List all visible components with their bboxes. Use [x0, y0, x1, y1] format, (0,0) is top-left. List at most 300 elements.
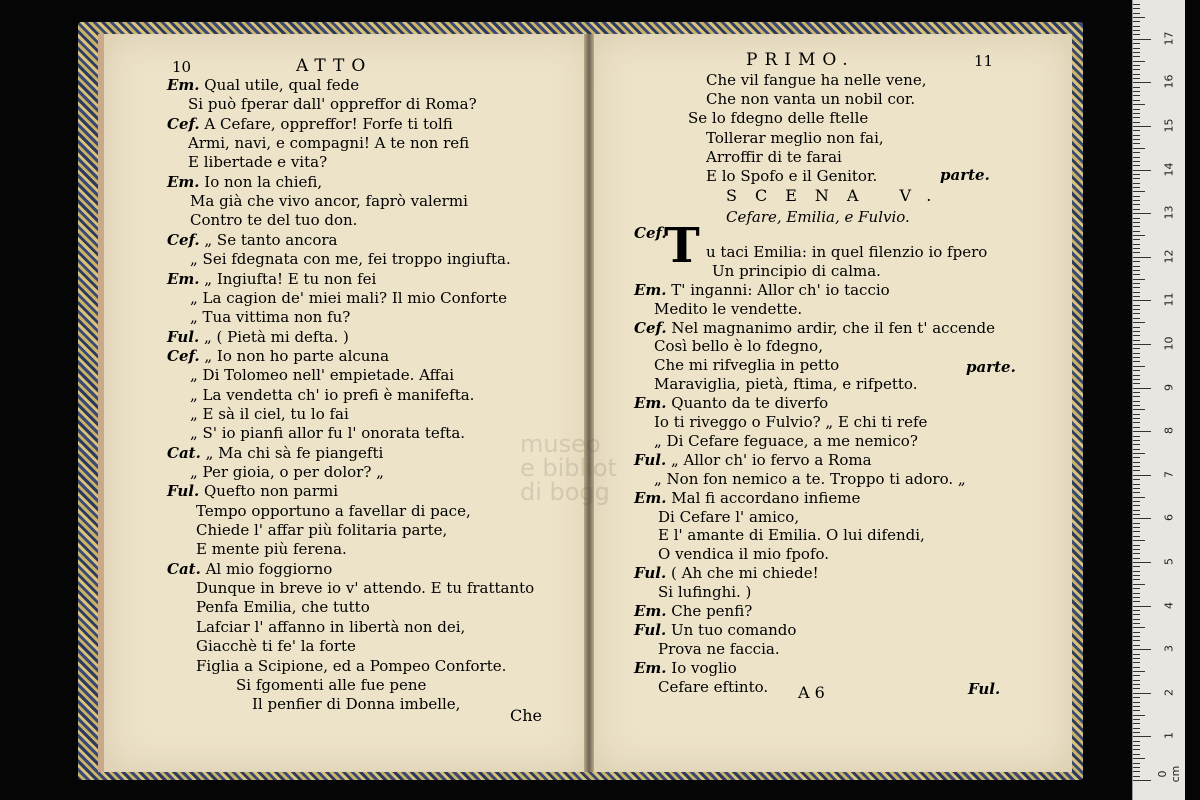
ruler-label: 10: [1162, 336, 1176, 351]
ruler-tick: [1133, 200, 1140, 201]
ruler-tick: [1133, 767, 1140, 768]
line-text: Prova ne faccia.: [658, 639, 780, 658]
ruler-tick: [1133, 575, 1140, 576]
speaker-name: Ful.: [167, 327, 200, 346]
ruler-tick: [1133, 514, 1140, 515]
ruler-tick: [1133, 39, 1151, 40]
text-line: [658, 678, 768, 697]
ruler-tick: [1133, 91, 1140, 92]
ruler-tick: [1133, 113, 1140, 114]
ruler-tick: [1133, 161, 1140, 162]
left-folio: 10: [172, 58, 192, 76]
ruler-tick: [1133, 680, 1140, 681]
speaker-name: Cat.: [167, 443, 201, 462]
line-text: ( Ah che mi chiede!: [666, 564, 819, 583]
ruler-tick: [1133, 510, 1140, 511]
text-line: [190, 463, 384, 482]
ruler-tick: [1133, 52, 1140, 53]
scene-title: SCENA V.: [726, 186, 950, 205]
ruler-tick: [1133, 444, 1140, 445]
text-line: [196, 540, 347, 559]
ruler-tick: [1133, 327, 1140, 328]
ruler-tick: [1133, 104, 1145, 105]
line-text: Medito le vendette.: [654, 299, 803, 318]
text-line: [190, 289, 507, 308]
text-line: [167, 444, 383, 463]
text-line: [167, 560, 332, 579]
ruler-tick: [1133, 126, 1151, 127]
ruler-tick: [1133, 479, 1140, 480]
ruler-tick: [1133, 566, 1140, 567]
ruler-tick: [1133, 157, 1140, 158]
ruler-tick: [1133, 340, 1140, 341]
line-text: Che vil fangue ha nelle vene,: [706, 71, 927, 89]
ruler-tick: [1133, 623, 1140, 624]
ruler-tick: [1133, 187, 1140, 188]
line-text: „ Tua vittima non fu?: [190, 308, 351, 327]
ruler-tick: [1133, 409, 1145, 410]
text-line: [654, 375, 917, 394]
text-line: [634, 621, 796, 640]
line-text: Arroffir di te farai: [706, 147, 842, 166]
ruler-tick: [1133, 693, 1151, 694]
exit-direction-2: parte.: [966, 358, 1016, 376]
ruler-tick: [1133, 588, 1140, 589]
text-line: [190, 308, 350, 327]
ruler-tick: [1133, 331, 1140, 332]
text-line: [196, 618, 465, 637]
text-line: [712, 262, 881, 281]
ruler-tick: [1133, 466, 1140, 467]
ruler-tick: [1133, 100, 1140, 101]
right-running-head: PRIMO.: [746, 50, 855, 70]
line-text: Mal fi accordano infieme: [666, 488, 861, 507]
line-text: „ Di Tolomeo nell' empietade. Affai: [190, 366, 455, 385]
ruler-tick: [1133, 449, 1140, 450]
ruler-tick: [1133, 518, 1151, 519]
ruler-tick: [1133, 56, 1140, 57]
line-text: Armi, navi, e compagni! A te non refi: [188, 134, 470, 153]
speaker-name: Em.: [167, 76, 200, 94]
ruler-tick: [1133, 763, 1140, 764]
right-catchword: Ful.: [968, 680, 1001, 698]
ruler-tick: [1133, 122, 1140, 123]
line-text: Contro te del tuo don.: [190, 211, 358, 230]
ruler-tick: [1133, 287, 1140, 288]
line-text: Tempo opportuno a favellar di pace,: [196, 501, 471, 520]
ruler-tick: [1133, 601, 1140, 602]
ruler-tick: [1133, 43, 1140, 44]
line-text: Penfa Emilia, che tutto: [196, 598, 370, 617]
ruler-tick: [1133, 244, 1140, 245]
text-line: [654, 470, 966, 489]
ruler-label: 9: [1162, 383, 1176, 391]
line-text: A Cefare, oppreffor! Forfe ti tolfi: [199, 114, 453, 133]
text-line: [706, 90, 915, 109]
speaker-name: Cef.: [167, 346, 200, 365]
ruler-tick: [1133, 30, 1140, 31]
ruler-tick: [1133, 401, 1140, 402]
text-line: [196, 502, 471, 521]
speaker-name: Cef.: [167, 230, 200, 249]
ruler-tick: [1133, 305, 1140, 306]
ruler-tick: [1133, 418, 1140, 419]
ruler-tick: [1133, 357, 1140, 358]
ruler-tick: [1133, 706, 1140, 707]
text-line: [167, 115, 453, 134]
ruler-tick: [1133, 26, 1140, 27]
ruler-label: 1: [1162, 732, 1176, 740]
watermark-line: museo: [520, 430, 601, 458]
line-text: „ Ingiufta! E tu non fei: [199, 269, 377, 288]
ruler-tick: [1133, 584, 1145, 585]
ruler-tick: [1133, 531, 1140, 532]
line-text: „ Non fon nemico a te. Troppo ti adoro. „: [654, 469, 966, 488]
drop-cap: T: [664, 218, 700, 274]
ruler-tick: [1133, 309, 1140, 310]
ruler-tick: [1133, 239, 1140, 240]
text-line: [188, 95, 477, 114]
line-text: Io voglio: [666, 658, 737, 677]
speaker-name: Em.: [167, 172, 200, 191]
text-line: [190, 250, 511, 269]
ruler-tick: [1133, 619, 1140, 620]
ruler-tick: [1133, 492, 1140, 493]
ruler-tick: [1133, 527, 1140, 528]
speaker-name: Cef.: [167, 114, 200, 133]
text-line: [196, 521, 447, 540]
ruler-label: 2: [1162, 688, 1176, 696]
ruler-tick: [1133, 48, 1140, 49]
ruler-tick: [1133, 771, 1140, 772]
text-line: [167, 231, 337, 250]
ruler-label: 3: [1162, 645, 1176, 653]
ruler-tick: [1133, 562, 1151, 563]
ruler-tick: [1133, 523, 1140, 524]
ruler-label: 15: [1162, 118, 1176, 133]
ruler-tick: [1133, 732, 1140, 733]
ruler-tick: [1133, 361, 1140, 362]
speaker-name: Cef.: [634, 224, 667, 242]
line-text: „ Per gioia, o per dolor? „: [190, 463, 384, 481]
ruler-tick: [1133, 614, 1140, 615]
ruler-label: 12: [1162, 249, 1176, 264]
ruler-tick: [1133, 736, 1151, 737]
ruler-tick: [1133, 475, 1151, 476]
text-line: [706, 129, 884, 148]
text-line: [706, 167, 877, 186]
line-text: Nel magnanimo ardir, che il fen t' accende: [666, 318, 995, 337]
line-text: Se lo fdegno delle ftelle: [688, 109, 869, 128]
ruler-tick: [1133, 553, 1140, 554]
speaker-name: Em.: [634, 394, 667, 413]
ruler-tick: [1133, 754, 1140, 755]
ruler-tick: [1133, 728, 1140, 729]
ruler-tick: [1133, 383, 1140, 384]
ruler-tick: [1133, 597, 1140, 598]
ruler-tick: [1133, 65, 1140, 66]
text-line: [634, 281, 890, 300]
text-line: [188, 153, 327, 172]
watermark-line: di bogg: [520, 478, 610, 506]
ruler-tick: [1133, 422, 1140, 423]
ruler-tick: [1133, 579, 1140, 580]
line-text: Figlia a Scipione, ed a Pompeo Conforte.: [196, 656, 507, 675]
ruler-tick: [1133, 593, 1140, 594]
ruler-tick: [1133, 130, 1140, 131]
ruler-tick: [1133, 405, 1140, 406]
ruler-tick: [1133, 396, 1140, 397]
line-text: „ La vendetta ch' io prefi è manifefta.: [190, 385, 475, 404]
ruler-tick: [1133, 170, 1151, 171]
speaker-name: Em.: [634, 602, 667, 620]
ruler-tick: [1133, 78, 1140, 79]
text-line: [196, 579, 534, 598]
line-text: E libertade e vita?: [188, 153, 328, 172]
book-gutter: [584, 34, 594, 772]
text-line: [634, 394, 828, 413]
ruler-tick: [1133, 139, 1140, 140]
ruler-tick: [1133, 279, 1145, 280]
ruler-tick: [1133, 17, 1145, 18]
ruler-label: 5: [1162, 558, 1176, 565]
ruler-tick: [1133, 710, 1140, 711]
ruler-tick: [1133, 174, 1140, 175]
line-text: E lo Spofo e il Genitor.: [706, 167, 878, 185]
ruler-tick: [1133, 440, 1140, 441]
ruler-tick: [1133, 497, 1145, 498]
ruler-tick: [1133, 204, 1140, 205]
ruler-tick: [1133, 266, 1140, 267]
text-line: [190, 424, 465, 443]
ruler-tick: [1133, 431, 1151, 432]
ruler-tick: [1133, 21, 1140, 22]
ruler-tick: [1133, 470, 1140, 471]
ruler-tick: [1133, 645, 1140, 646]
text-line: [190, 192, 468, 211]
ruler-tick: [1133, 457, 1140, 458]
ruler-label: 4: [1162, 601, 1176, 609]
text-line: [654, 432, 918, 451]
ruler-label: 7: [1162, 470, 1176, 478]
line-text: Un principio di calma.: [712, 261, 881, 280]
ruler-tick: [1133, 697, 1140, 698]
text-line: [190, 366, 454, 385]
speaker-name: Em.: [634, 280, 667, 299]
line-text: Il penfier di Donna imbelle,: [252, 695, 461, 714]
line-text: Si fgomenti alle fue pene: [236, 675, 427, 694]
line-text: „ ( Pietà mi defta. ): [199, 327, 349, 346]
ruler-tick: [1133, 8, 1140, 9]
text-line: [196, 598, 370, 617]
ruler-tick: [1133, 675, 1140, 676]
ruler-tick: [1133, 540, 1145, 541]
text-line: [658, 526, 925, 545]
ruler-tick: [1133, 196, 1140, 197]
line-text: Così bello è lo fdegno,: [654, 337, 823, 356]
text-line: [688, 109, 868, 128]
line-text: Io non la chiefi,: [199, 172, 323, 191]
text-line: [634, 224, 667, 243]
ruler-tick: [1133, 462, 1140, 463]
text-line: [190, 405, 349, 424]
ruler-tick: [1133, 549, 1140, 550]
ruler-label: 0 cm: [1156, 765, 1182, 783]
speaker-name: Cef.: [634, 318, 667, 337]
ruler-tick: [1133, 335, 1140, 336]
ruler-tick: [1133, 257, 1151, 258]
ruler-tick: [1133, 558, 1140, 559]
speaker-name: Ful.: [634, 450, 667, 469]
ruler-label: 16: [1162, 74, 1176, 89]
ruler-label: 11: [1162, 292, 1176, 307]
text-line: [188, 134, 469, 153]
line-text: Si lufinghi. ): [658, 583, 752, 602]
ruler-tick: [1133, 252, 1140, 253]
left-running-head: ATTO: [296, 56, 373, 76]
text-line: [252, 695, 460, 714]
ruler-tick: [1133, 488, 1140, 489]
ruler-tick: [1133, 318, 1140, 319]
ruler-label: 6: [1162, 514, 1176, 522]
ruler-tick: [1133, 667, 1140, 668]
ruler-tick: [1133, 388, 1151, 389]
text-line: [658, 583, 751, 602]
text-line: [654, 337, 823, 356]
text-line: [634, 602, 752, 621]
text-line: [658, 508, 799, 527]
line-text: „ Sei fdegnata con me, fei troppo ingiufta.: [190, 250, 511, 269]
text-line: [190, 211, 357, 230]
speaker-name: Ful.: [634, 564, 667, 583]
ruler-tick: [1133, 414, 1140, 415]
ruler-label: 14: [1162, 162, 1176, 177]
text-line: [634, 489, 860, 508]
ruler-tick: [1133, 702, 1140, 703]
speaker-name: Em.: [634, 488, 667, 507]
ruler-tick: [1133, 117, 1140, 118]
ruler-tick: [1133, 436, 1140, 437]
ruler-tick: [1133, 545, 1140, 546]
ruler-tick: [1133, 13, 1140, 14]
ruler-tick: [1133, 741, 1140, 742]
text-line: [167, 328, 349, 347]
ruler-tick: [1133, 95, 1140, 96]
ruler-tick: [1133, 427, 1140, 428]
ruler-tick: [1133, 270, 1140, 271]
ruler-tick: [1133, 274, 1140, 275]
scene-cast: Cefare, Emilia, e Fulvio.: [726, 208, 910, 226]
ruler-tick: [1133, 218, 1140, 219]
ruler-tick: [1133, 296, 1140, 297]
text-line: [706, 71, 927, 90]
speaker-name: Ful.: [167, 482, 200, 501]
line-text: Si può fperar dall' oppreffor di Roma?: [188, 95, 477, 114]
line-text: Di Cefare l' amico,: [658, 507, 800, 526]
speaker-name: Em.: [167, 269, 200, 288]
ruler-tick: [1133, 148, 1145, 149]
ruler-tick: [1133, 776, 1140, 777]
text-line: [236, 676, 426, 695]
line-text: Quanto da te diverfo: [666, 394, 829, 413]
line-text: Che non vanta un nobil cor.: [706, 90, 916, 109]
ruler-tick: [1133, 283, 1140, 284]
ruler-tick: [1133, 300, 1151, 301]
ruler-tick: [1133, 662, 1140, 663]
line-text: Ma già che vivo ancor, faprò valermi: [190, 192, 468, 211]
ruler-tick: [1133, 292, 1140, 293]
line-text: Io ti riveggo o Fulvio? „ E chi ti refe: [654, 413, 928, 431]
ruler-tick: [1133, 636, 1140, 637]
ruler-tick: [1133, 61, 1145, 62]
ruler-tick: [1133, 69, 1140, 70]
line-text: „ Allor ch' io fervo a Roma: [666, 450, 872, 469]
text-line: [654, 413, 927, 432]
line-text: „ Ma chi sà fe piangefti: [200, 443, 384, 462]
ruler-tick: [1133, 74, 1140, 75]
watermark-line: e bibliot: [520, 454, 617, 482]
ruler-tick: [1133, 379, 1140, 380]
line-text: Lafciar l' affanno in libertà non dei,: [196, 617, 466, 636]
line-text: u taci Emilia: in quel filenzio io fpero: [706, 242, 988, 261]
text-line: [196, 637, 356, 656]
line-text: „ E sà il ciel, tu lo fai: [190, 404, 349, 423]
ruler-tick: [1133, 34, 1140, 35]
line-text: E l' amante di Emilia. O lui difendi,: [658, 526, 925, 545]
watermark: [520, 432, 617, 504]
ruler-tick: [1133, 505, 1140, 506]
line-text: Quefto non parmi: [199, 482, 339, 501]
ruler-tick: [1133, 344, 1151, 345]
text-line: [634, 319, 995, 338]
ruler-tick: [1133, 152, 1140, 153]
text-line: [654, 356, 839, 375]
line-text: Che penfi?: [666, 602, 753, 620]
ruler-tick: [1133, 749, 1140, 750]
line-text: Giacchè ti fe' la forte: [196, 637, 356, 656]
ruler-tick: [1133, 235, 1145, 236]
line-text: Cefare eftinto.: [658, 677, 769, 696]
line-text: Al mio foggiorno: [200, 559, 333, 578]
ruler-tick: [1133, 191, 1145, 192]
ruler-tick: [1133, 231, 1140, 232]
ruler-tick: [1133, 536, 1140, 537]
text-line: [190, 386, 474, 405]
ruler-label: 13: [1162, 205, 1176, 220]
left-catchword: Che: [510, 706, 543, 725]
text-line: [196, 657, 506, 676]
line-text: Dunque in breve io v' attendo. E tu frattanto: [196, 579, 535, 598]
ruler-tick: [1133, 723, 1140, 724]
ruler-tick: [1133, 209, 1140, 210]
line-text: „ Di Cefare feguace, a me nemico?: [654, 431, 918, 450]
line-text: „ Io non ho parte alcuna: [199, 346, 390, 365]
ruler-tick: [1133, 353, 1140, 354]
signature-mark: A 6: [798, 683, 825, 702]
ruler-tick: [1133, 484, 1140, 485]
line-text: O vendica il mio fpofo.: [658, 545, 830, 564]
ruler-tick: [1133, 313, 1140, 314]
ruler-tick: [1133, 719, 1140, 720]
ruler-tick: [1133, 4, 1140, 5]
text-line: [634, 451, 872, 470]
line-text: E mente più ferena.: [196, 540, 347, 559]
ruler-tick: [1133, 610, 1140, 611]
ruler-tick: [1133, 392, 1140, 393]
ruler-tick: [1133, 688, 1140, 689]
text-line: [167, 173, 322, 192]
line-text: Un tuo comando: [666, 620, 797, 639]
